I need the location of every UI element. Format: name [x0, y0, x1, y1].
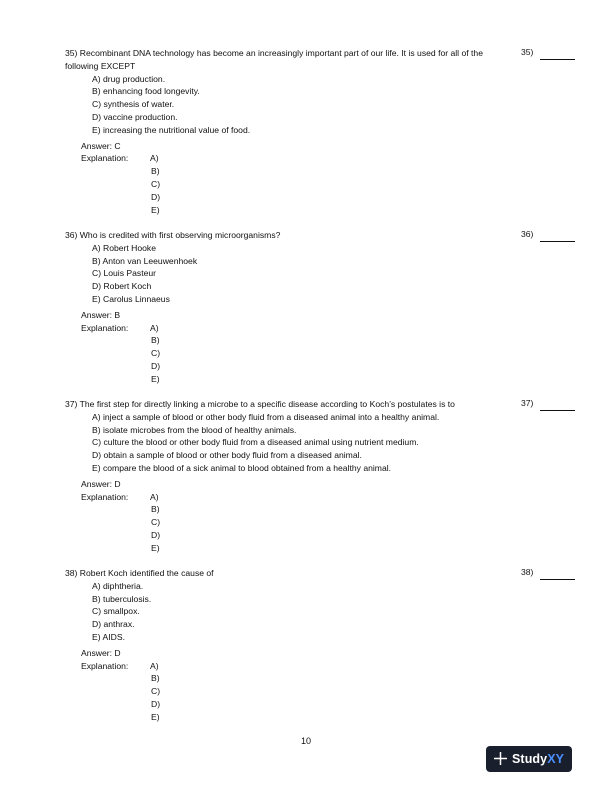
- question-number-label: 36): [521, 229, 534, 239]
- explanation-letter: D): [151, 529, 161, 540]
- explanation-letter: D): [151, 698, 161, 709]
- question-number-label: 38): [521, 567, 534, 577]
- explanation-letter: C): [151, 686, 161, 697]
- answer-line: Answer: D: [81, 478, 121, 489]
- question-stem: 36) Who is credited with first observing microorganisms?: [65, 230, 281, 240]
- explanation-block: [81, 491, 585, 555]
- explanation-letter: E): [151, 204, 160, 215]
- question-number-label: 35): [521, 47, 534, 57]
- studyxy-badge[interactable]: [486, 746, 572, 772]
- choice-b: B) isolate microbes from the blood of healthy animals.: [92, 424, 297, 435]
- question-stem: 35) Recombinant DNA technology has become an increasingly important part of our life. It is used for all of the following EXCEPT: [65, 48, 483, 71]
- explanation-block: [81, 660, 585, 724]
- question-35: [65, 47, 585, 216]
- choice-e: E) increasing the nutritional value of food.: [92, 124, 251, 135]
- badge-text: [512, 752, 564, 766]
- choice-d: D) anthrax.: [92, 619, 135, 630]
- question-37: [65, 398, 585, 555]
- explanation-letter: B): [151, 166, 160, 177]
- explanation-letter: B): [151, 673, 160, 684]
- question-stem: 38) Robert Koch identified the cause of: [65, 568, 214, 578]
- choice-d: D) vaccine production.: [92, 111, 178, 122]
- choice-a: A) inject a sample of blood or other body fluid from a diseased animal into a healthy animal.: [92, 411, 440, 422]
- explanation-letter: A): [150, 322, 159, 333]
- explanation-letter: E): [151, 711, 160, 722]
- explanation-label: Explanation:: [81, 153, 129, 164]
- explanation-block: [81, 152, 585, 216]
- explanation-letter: C): [151, 517, 161, 528]
- explanation-label: Explanation:: [81, 322, 129, 333]
- explanation-letter: A): [150, 491, 159, 502]
- choice-c: C) Louis Pasteur: [92, 268, 157, 279]
- page-number: 10: [300, 736, 311, 746]
- badge-text-accent: XY: [547, 752, 565, 766]
- explanation-letter: D): [151, 360, 161, 371]
- explanation-letter: E): [151, 373, 160, 384]
- explanation-letter: B): [151, 504, 160, 515]
- choice-e: E) Carolus Linnaeus: [92, 293, 170, 304]
- choice-e: E) compare the blood of a sick animal to blood obtained from a healthy animal.: [92, 462, 392, 473]
- answer-blank: [540, 579, 575, 580]
- choice-e: E) AIDS.: [92, 631, 125, 642]
- plus-sparkle-icon: [494, 752, 512, 767]
- choice-b: B) Anton van Leeuwenhoek: [92, 255, 198, 266]
- explanation-letter: A): [150, 660, 159, 671]
- question-stem: 37) The first step for directly linking a microbe to a specific disease according to Koch’s postulates is to: [65, 399, 455, 409]
- explanation-letter: C): [151, 348, 161, 359]
- question-38: [65, 567, 585, 724]
- explanation-label: Explanation:: [81, 491, 129, 502]
- explanation-label: Explanation:: [81, 660, 129, 671]
- explanation-letter: A): [150, 153, 159, 164]
- answer-line: Answer: C: [81, 140, 121, 151]
- choice-a: A) diphtheria.: [92, 580, 144, 591]
- explanation-letter: B): [151, 335, 160, 346]
- explanation-letter: D): [151, 191, 161, 202]
- question-number-label: 37): [521, 398, 534, 408]
- choice-b: B) enhancing food longevity.: [92, 86, 200, 97]
- choice-b: B) tuberculosis.: [92, 593, 152, 604]
- choice-c: C) smallpox.: [92, 606, 140, 617]
- explanation-letter: C): [151, 178, 161, 189]
- answer-line: Answer: B: [81, 309, 121, 320]
- badge-text-main: Study: [512, 752, 548, 766]
- answer-blank: [540, 241, 575, 242]
- explanation-block: [81, 322, 585, 386]
- choice-d: D) obtain a sample of blood or other body fluid from a diseased animal.: [92, 450, 362, 461]
- answer-line: Answer: D: [81, 647, 121, 658]
- choice-a: A) Robert Hooke: [92, 242, 157, 253]
- answer-blank: [540, 410, 575, 411]
- choice-c: C) culture the blood or other body fluid from a diseased animal using nutrient medium.: [92, 437, 419, 448]
- answer-blank: [540, 59, 575, 60]
- question-36: [65, 229, 585, 386]
- choice-c: C) synthesis of water.: [92, 99, 175, 110]
- explanation-letter: E): [151, 542, 160, 553]
- choice-a: A) drug production.: [92, 73, 166, 84]
- choice-d: D) Robert Koch: [92, 281, 152, 292]
